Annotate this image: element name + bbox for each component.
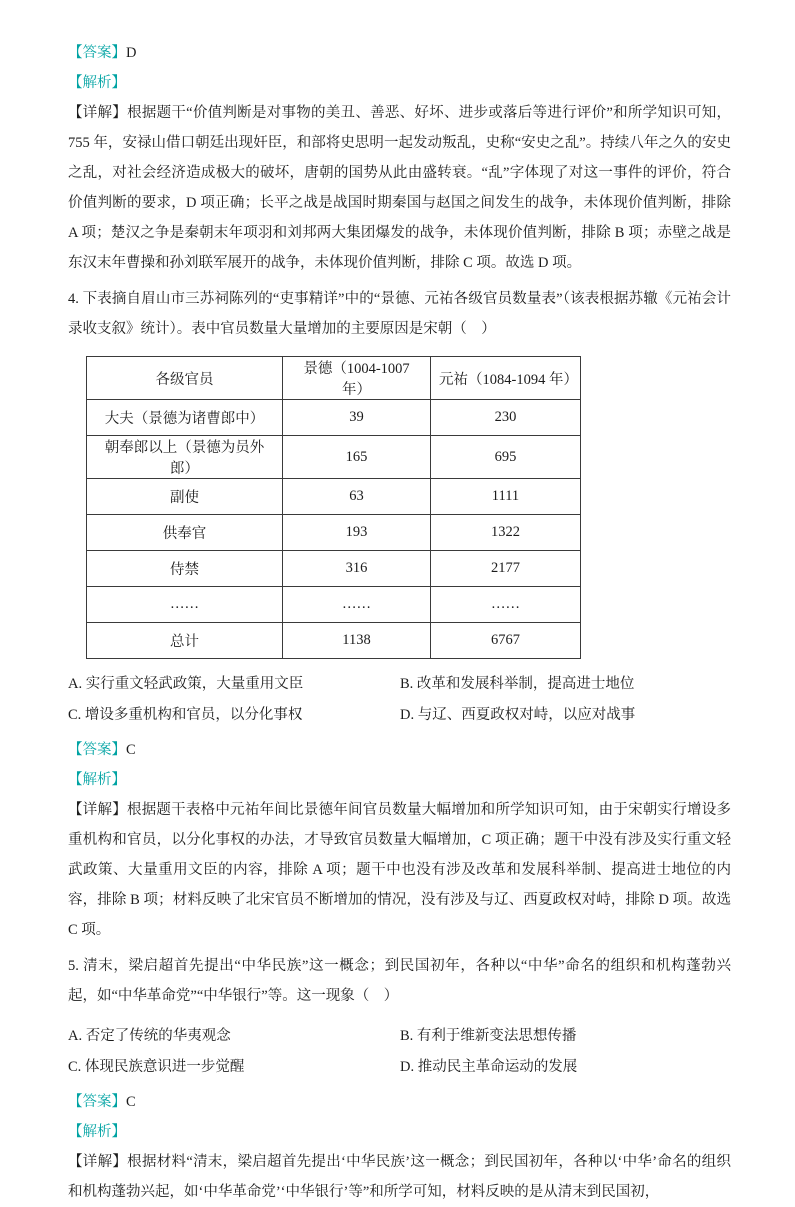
table-cell: …… xyxy=(283,587,431,623)
options-q5 xyxy=(68,1021,731,1083)
table-row xyxy=(87,400,581,436)
table-header-cell: 景德（1004-1007 年） xyxy=(283,357,431,400)
detail-paragraph-q5: 【详解】根据材料“清末，梁启超首先提出‘中华民族’这一概念；到民国初年，各种以‘中华’命名的组织和机构蓬勃兴起，如‘中华革命党’‘中华银行’等”和所学可知，材料反映的是从清末到民国初， xyxy=(68,1154,731,1200)
table-row xyxy=(87,436,581,479)
option-b: B. 改革和发展科举制，提高进士地位 xyxy=(400,676,635,692)
table-cell: 695 xyxy=(431,436,581,479)
table-cell: 6767 xyxy=(431,623,581,659)
analysis-line-q5 xyxy=(68,1117,731,1147)
table-cell: 1138 xyxy=(283,623,431,659)
analysis-label: 【解析】 xyxy=(68,75,126,91)
table-row xyxy=(87,515,581,551)
detail-paragraph-q3: 【详解】根据题干“价值判断是对事物的美丑、善恶、好坏、进步或落后等进行评价”和所学知识可知，755 年，安禄山借口朝廷出现奸臣，和部将史思明一起发动叛乱，史称“安史之乱”。持续八年之久的安史之乱，对社会经济造成极大的破坏，唐朝的国势从此由盛转衰。“乱”字体现了对这一事件的评价，符合价值判断的要求，D 项正确；长平之战是战国时期秦国与赵国之间发生的战争，未体现价值判断，排除 A 项；楚汉之争是秦朝末年项羽和刘邦两大集团爆发的战争，未体现价值判断，排除 B 项；赤壁之战是东汉末年曹操和孙刘联军展开的战争，未体现价值判断，排除 C 项。故选 D 项。 xyxy=(68,105,731,271)
analysis-line-q4 xyxy=(68,765,731,795)
option-b: B. 有利于维新变法思想传播 xyxy=(400,1028,577,1044)
table-cell: 165 xyxy=(283,436,431,479)
table-row xyxy=(87,551,581,587)
table-cell: 316 xyxy=(283,551,431,587)
analysis-label: 【解析】 xyxy=(68,1124,126,1140)
answer-value: D xyxy=(126,45,137,61)
option-d: D. 推动民主革命运动的发展 xyxy=(400,1059,578,1075)
answer-line-q3 xyxy=(68,38,731,68)
question-stem-q4: 4. 下表摘自眉山市三苏祠陈列的“吏事精详”中的“景德、元祐各级官员数量表”（该表根据苏辙《元祐会计录收支叙》统计）。表中官员数量大量增加的主要原因是宋朝（ ） xyxy=(68,291,731,337)
table-cell: …… xyxy=(87,587,283,623)
table-cell: 副使 xyxy=(87,479,283,515)
answer-value: C xyxy=(126,1094,136,1110)
answer-label: 【答案】 xyxy=(68,1094,126,1110)
table-cell: 大夫（景德为诸曹郎中） xyxy=(87,400,283,436)
table-row xyxy=(87,479,581,515)
option-d: D. 与辽、西夏政权对峙，以应对战事 xyxy=(400,707,636,723)
question-stem-q5: 5. 清末，梁启超首先提出“中华民族”这一概念；到民国初年，各种以“中华”命名的组织和机构蓬勃兴起，如“中华革命党”“中华银行”等。这一现象（ ） xyxy=(68,958,731,1004)
option-a: A. 实行重文轻武政策，大量重用文臣 xyxy=(68,676,304,692)
table-cell: 朝奉郎以上（景德为员外郎） xyxy=(87,436,283,479)
answer-label: 【答案】 xyxy=(68,742,126,758)
option-a: A. 否定了传统的华夷观念 xyxy=(68,1028,231,1044)
detail-paragraph-q4: 【详解】根据题干表格中元祐年间比景德年间官员数量大幅增加和所学知识可知，由于宋朝实行增设多重机构和官员，以分化事权的办法，才导致官员数量大幅增加，C 项正确；题干中没有涉及实行重文轻武政策、大量重用文臣的内容，排除 A 项；题干中也没有涉及改革和发展科举制、提高进士地位的内容，排除 B 项；材料反映了北宋官员不断增加的情况，没有涉及与辽、西夏政权对峙，排除 D 项。故选 C 项。 xyxy=(68,802,731,938)
table-header-cell: 元祐（1084-1094 年） xyxy=(431,357,581,400)
table-cell: 侍禁 xyxy=(87,551,283,587)
table-cell: 2177 xyxy=(431,551,581,587)
table-cell: 1111 xyxy=(431,479,581,515)
answer-value: C xyxy=(126,742,136,758)
option-c: C. 体现民族意识进一步觉醒 xyxy=(68,1059,245,1075)
option-c: C. 增设多重机构和官员，以分化事权 xyxy=(68,707,303,723)
officials-table xyxy=(86,356,581,659)
analysis-label: 【解析】 xyxy=(68,772,126,788)
table-cell: 39 xyxy=(283,400,431,436)
table-header-row xyxy=(87,357,581,400)
table-cell: 总计 xyxy=(87,623,283,659)
table-row xyxy=(87,623,581,659)
answer-label: 【答案】 xyxy=(68,45,126,61)
table-cell: 193 xyxy=(283,515,431,551)
table-header-cell: 各级官员 xyxy=(87,357,283,400)
options-q4 xyxy=(68,669,731,731)
answer-line-q5 xyxy=(68,1087,731,1117)
table-cell: …… xyxy=(431,587,581,623)
table-cell: 63 xyxy=(283,479,431,515)
table-cell: 1322 xyxy=(431,515,581,551)
table-cell: 供奉官 xyxy=(87,515,283,551)
answer-line-q4 xyxy=(68,735,731,765)
table-row xyxy=(87,587,581,623)
table-cell: 230 xyxy=(431,400,581,436)
analysis-line-q3 xyxy=(68,68,731,98)
